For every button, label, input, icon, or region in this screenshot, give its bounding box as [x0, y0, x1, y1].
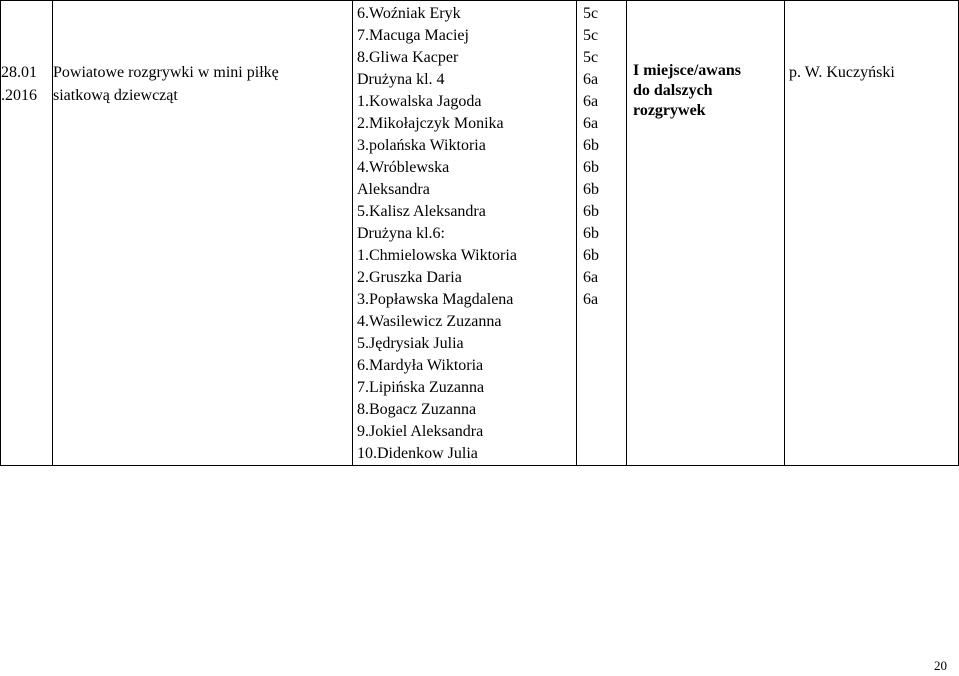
placement-cell	[627, 1, 785, 466]
class-line: 5c	[583, 49, 599, 66]
class-line: 6a	[583, 115, 599, 132]
player-line: 5.Jędrysiak Julia	[357, 335, 464, 352]
player-line: 7.Lipińska Zuzanna	[357, 379, 485, 396]
event-name-line: siatkową dziewcząt	[53, 87, 178, 104]
date-line: .2016	[1, 87, 37, 104]
player-line: 2.Gruszka Daria	[357, 269, 462, 286]
class-line: 6b	[583, 137, 599, 154]
class-line: 6a	[583, 93, 599, 110]
class-line: 6b	[583, 225, 599, 242]
player-line: 8.Bogacz Zuzanna	[357, 401, 477, 418]
players-cell	[353, 1, 577, 466]
player-line: 4.Wasilewicz Zuzanna	[357, 313, 502, 330]
class-line: 5c	[583, 27, 599, 44]
player-line: Drużyna kl. 4	[357, 71, 445, 88]
player-line: 1.Chmielowska Wiktoria	[357, 247, 517, 264]
class-line: 6a	[583, 269, 599, 286]
placement-line: I miejsce/awans	[633, 62, 741, 79]
event-cell	[53, 1, 353, 466]
class-line: 6a	[583, 291, 599, 308]
player-line: 8.Gliwa Kacper	[357, 49, 459, 66]
class-line: 6b	[583, 159, 599, 176]
player-line: 3.Popławska Magdalena	[357, 291, 514, 308]
date-line: 28.01	[1, 64, 37, 81]
player-line: 7.Macuga Maciej	[357, 27, 469, 44]
player-line: 6.Woźniak Eryk	[357, 5, 461, 22]
classes-cell	[577, 1, 627, 466]
placement-line: rozgrywek	[633, 102, 706, 119]
player-line: 4.Wróblewska	[357, 159, 450, 176]
player-line: 3.polańska Wiktoria	[357, 137, 486, 154]
player-line: 10.Didenkow Julia	[357, 445, 478, 462]
class-line: 6b	[583, 247, 599, 264]
player-line: 6.Mardyła Wiktoria	[357, 357, 484, 374]
date-cell	[1, 1, 53, 466]
class-line: 5c	[583, 5, 599, 22]
player-line: 9.Jokiel Aleksandra	[357, 423, 484, 440]
page-number: 20	[934, 658, 947, 673]
class-line: 6b	[583, 181, 599, 198]
table-row	[1, 1, 959, 466]
coach-name: p. W. Kuczyński	[789, 64, 895, 81]
player-line: 1.Kowalska Jagoda	[357, 93, 482, 110]
player-line: 5.Kalisz Aleksandra	[357, 203, 486, 220]
coach-cell	[785, 1, 959, 466]
player-line: Drużyna kl.6:	[357, 225, 445, 242]
event-name-line: Powiatowe rozgrywki w mini piłkę	[53, 64, 279, 81]
player-line: 2.Mikołajczyk Monika	[357, 115, 504, 132]
class-line: 6b	[583, 203, 599, 220]
class-line: 6a	[583, 71, 599, 88]
placement-line: do dalszych	[633, 82, 713, 99]
player-line: Aleksandra	[357, 181, 430, 198]
